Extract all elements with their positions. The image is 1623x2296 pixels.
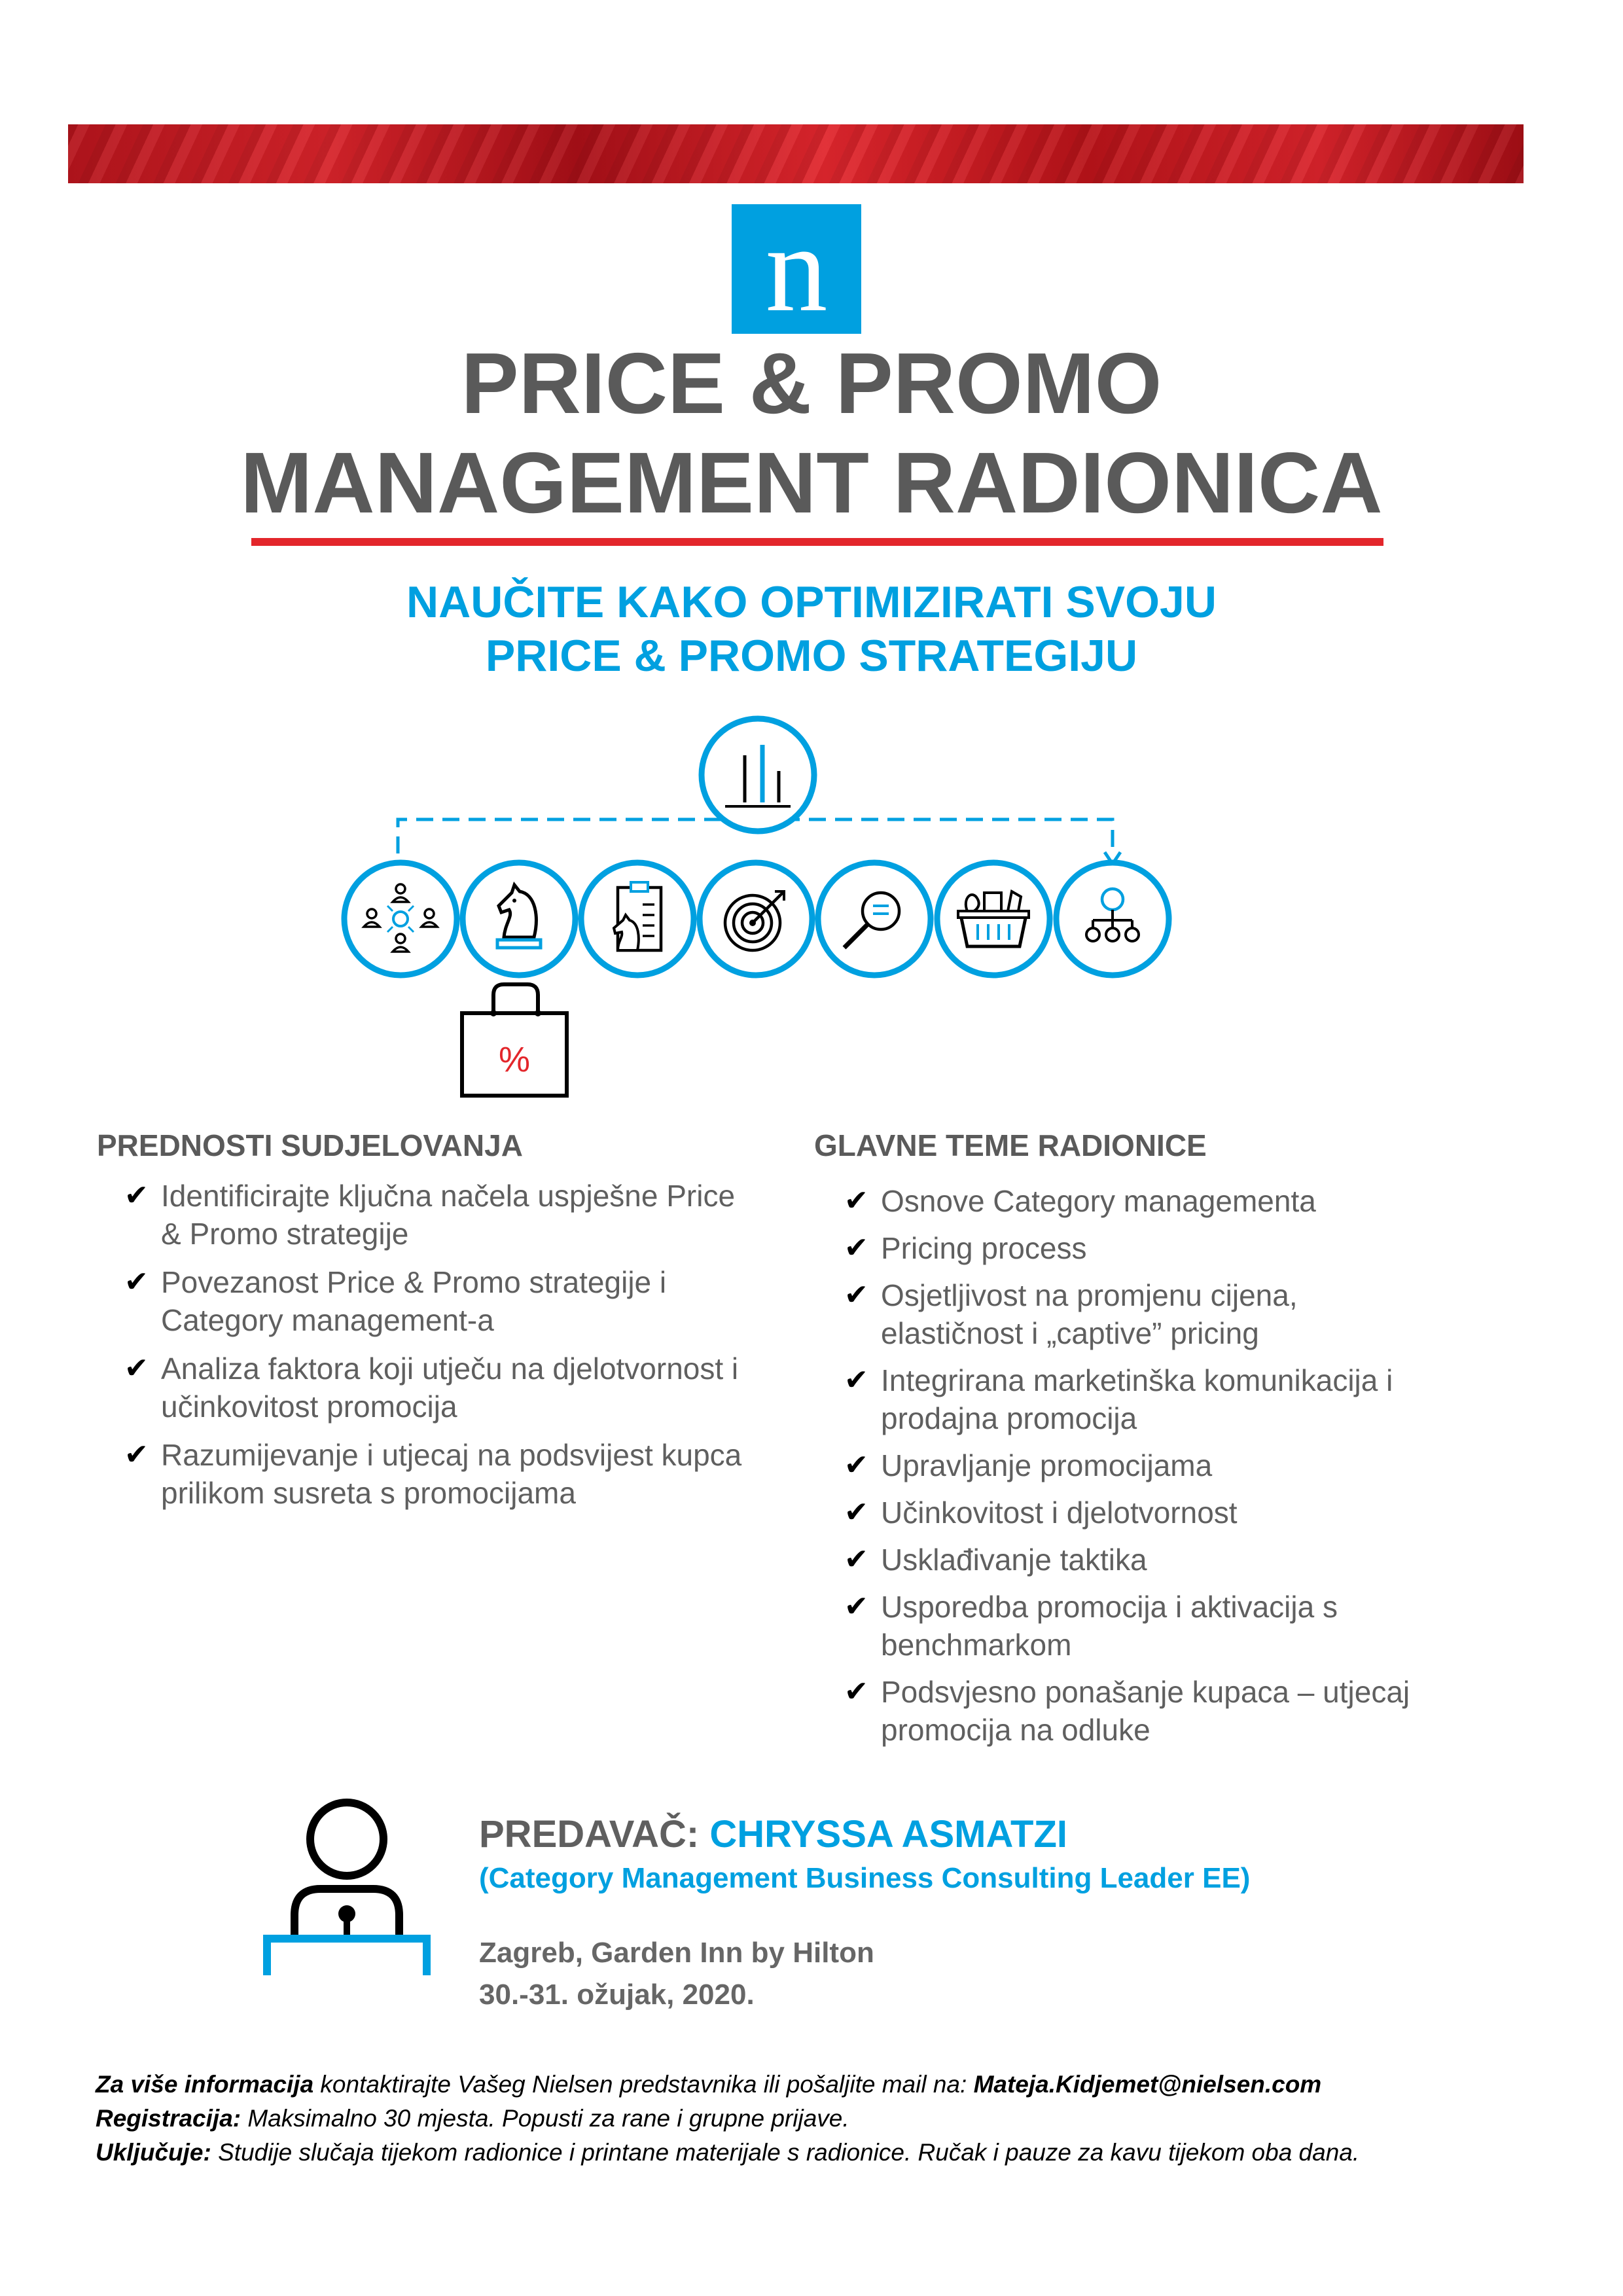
event-date: 30.-31. ožujak, 2020. [479,1979,755,2011]
check-icon: ✔ [844,1278,868,1312]
check-icon: ✔ [844,1448,868,1482]
presenter-line [479,1813,1068,1856]
check-icon: ✔ [844,1363,868,1397]
list-item: ✔ Usporedba promocija i aktivacija s benchmarkom [881,1588,1509,1664]
list-item: ✔ Usklađivanje taktika [881,1541,1509,1579]
check-icon: ✔ [844,1496,868,1529]
page-title-line-2: MANAGEMENT RADIONICA [240,435,1383,531]
presenter-label: PREDAVAČ: [479,1813,700,1856]
clipboard-strategy-icon [581,863,694,975]
benefits-heading: PREDNOSTI SUDJELOVANJA [97,1128,523,1162]
list-item: ✔ Pricing process [881,1229,1509,1267]
list-item: ✔ Analiza faktora koji utječu na djelotvornost i učinkovitost promocija [161,1350,802,1426]
check-icon: ✔ [844,1231,868,1265]
page-title-line-1: PRICE & PROMO [461,335,1162,431]
topics-list [844,1182,1509,1758]
presenter-name: CHRYSSA ASMATZI [709,1813,1068,1856]
workshop-icon-diagram [0,707,1623,1113]
check-icon: ✔ [844,1184,868,1217]
list-item: ✔ Upravljanje promocijama [881,1446,1509,1484]
list-item: ✔ Podsvjesno ponašanje kupaca – utjecaj promocija na odluke [881,1673,1509,1749]
contact-email: Mateja.Kidjemet@nielsen.com [973,2071,1322,2098]
topics-heading: GLAVNE TEME RADIONICE [814,1128,1207,1162]
subtitle-line-2: PRICE & PROMO STRATEGIJU [485,631,1138,681]
event-venue: Zagreb, Garden Inn by Hilton [479,1937,874,1969]
target-icon [700,863,812,975]
check-icon: ✔ [844,1675,868,1708]
header-banner [68,124,1524,183]
nielsen-logo: n [732,204,861,334]
check-icon: ✔ [124,1352,149,1385]
benefits-list [124,1177,802,1522]
org-chart-icon [1056,863,1169,975]
check-icon: ✔ [124,1179,149,1212]
footer-includes: Uključuje: Studije slučaja tijekom radionice i printane materijale s radionice. Ručak i pauze za kavu tijekom oba dana. [96,2139,1360,2166]
list-item: ✔ Identificirajte ključna načela uspješne Price & Promo strategije [161,1177,802,1253]
title-underline [251,538,1383,546]
check-icon: ✔ [124,1438,149,1471]
shopping-bag-percent-icon [462,984,567,1096]
list-item: ✔ Osjetljivost na promjenu cijena, elastičnost i „captive” pricing [881,1276,1509,1352]
list-item: ✔ Povezanost Price & Promo strategije i Category management-a [161,1263,802,1339]
check-icon: ✔ [844,1590,868,1623]
list-item: ✔ Razumijevanje i utjecaj na podsvijest kupca prilikom susreta s promocijama [161,1436,802,1512]
bar-chart-icon [702,719,814,831]
check-icon: ✔ [124,1265,149,1299]
footer-registration: Registracija: Maksimalno 30 mjesta. Popusti za rane i grupne prijave. [96,2105,849,2132]
magnifier-icon [818,863,931,975]
list-item: ✔ Učinkovitost i djelotvornost [881,1494,1509,1532]
list-item: ✔ Integrirana marketinška komunikacija i prodajna promocija [881,1361,1509,1437]
check-icon: ✔ [844,1543,868,1576]
chess-knight-icon [463,863,575,975]
footer-contact: Za više informacija kontaktirajte Vašeg Nielsen predstavnika ili pošaljite mail na: Mateja.Kidjemet@nielsen.com [96,2071,1322,2098]
presenter-icon [262,1793,438,1977]
list-item: ✔ Osnove Category managementa [881,1182,1509,1220]
subtitle-line-1: NAUČITE KAKO OPTIMIZIRATI SVOJU [406,577,1217,627]
percent-symbol: % [498,1040,531,1079]
presenter-role: (Category Management Business Consulting Leader EE) [479,1862,1251,1894]
team-network-icon [344,863,457,975]
shopping-basket-icon [937,863,1050,975]
